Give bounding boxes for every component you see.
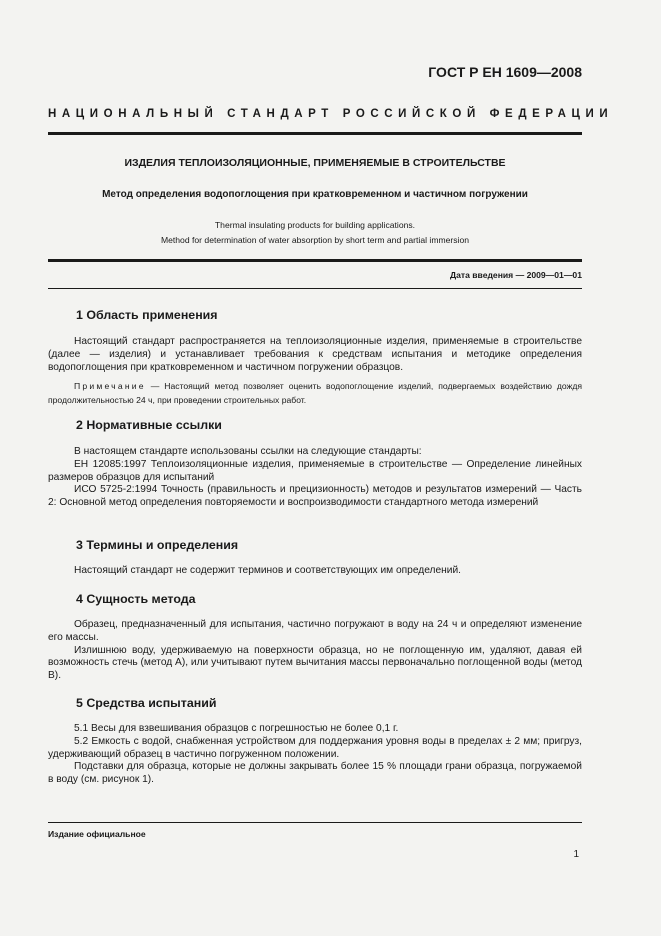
section-2-heading: 2 Нормативные ссылки <box>76 418 222 432</box>
section-2-paragraph-1: В настоящем стандарте использованы ссылки на следующие стандарты: <box>74 446 422 457</box>
introduction-date: Дата введения — 2009—01—01 <box>449 270 582 280</box>
section-3-heading: 3 Термины и определения <box>76 538 239 552</box>
title-english-line-1: Thermal insulating products for building applications. <box>214 220 416 230</box>
section-5-heading: 5 Средства испытаний <box>76 696 217 710</box>
section-1-note <box>48 379 582 407</box>
section-2-reference-iso: ИСО 5725-2:1994 Точность (правильность и прецизионность) методов и результатов измерений — Часть 2: Основной метод определения повторяемости и воспроизводимости стандартного метода измерений <box>48 484 582 509</box>
title-english-line-2: Method for determination of water absorption by short term and partial immersion <box>160 235 470 245</box>
section-5-supports: Подставки для образца, которые не должны закрывать более 15 % площади грани образца, погружаемой в воду (см. рисунок 1). <box>48 761 582 786</box>
title-russian: ИЗДЕЛИЯ ТЕПЛОИЗОЛЯЦИОННЫЕ, ПРИМЕНЯЕМЫЕ В СТРОИТЕЛЬСТВЕ <box>124 157 506 169</box>
section-2-reference-en: ЕН 12085:1997 Теплоизоляционные изделия, применяемые в строительстве — Определение линейных размеров образцов для испытаний <box>48 458 582 483</box>
section-3-body <box>48 565 582 578</box>
section-5-item-5-1: 5.1 Весы для взвешивания образцов с погрешностью не более 0,1 г. <box>74 723 399 734</box>
section-4-paragraph-1: Образец, предназначенный для испытания, частично погружают в воду на 24 ч и определяют изменение его массы. <box>48 619 582 643</box>
section-1-heading: 1 Область применения <box>76 308 218 322</box>
section-3-paragraph: Настоящий стандарт не содержит терминов и соответствующих им определений. <box>74 565 461 576</box>
national-standard-banner: НАЦИОНАЛЬНЫЙ СТАНДАРТ РОССИЙСКОЙ ФЕДЕРАЦИИ <box>48 108 614 120</box>
page-number: 1 <box>573 849 579 860</box>
section-5-item-5-2: 5.2 Емкость с водой, снабженная устройством для поддержания уровня воды в пределах ± 2 мм; пригруз, удерживающий образец в частично погруженном положении. <box>48 735 582 760</box>
note-text: — Настоящий метод позволяет оценить водопоглощение изделий, подвергаемых воздействию дождя продолжительностью 24 ч, при проведении строительных работ. <box>48 381 582 405</box>
section-5-body <box>48 723 582 787</box>
section-4-paragraph-2: Излишнюю воду, удерживаемую на поверхности образца, но не поглощенную им, удаляют, давая ей возможность стечь (метод А), или учитывают путем вычитания массы первоначально поглощенной воды (метод В). <box>48 644 582 682</box>
document-code: ГОСТ Р ЕН 1609—2008 <box>428 64 582 80</box>
official-edition-label: Издание официальное <box>48 829 146 839</box>
section-4-heading: 4 Сущность метода <box>76 592 196 606</box>
title-english <box>48 218 582 248</box>
subtitle-russian: Метод определения водопоглощения при кратковременном и частичном погружении <box>102 189 528 200</box>
title-divider <box>48 259 582 262</box>
section-1-body <box>48 336 582 374</box>
date-divider <box>48 288 582 289</box>
footer-divider <box>48 822 582 823</box>
note-label: Примечание <box>74 381 146 391</box>
section-2-body <box>48 446 582 510</box>
section-4-body <box>48 619 582 683</box>
top-divider <box>48 132 582 135</box>
section-1-paragraph: Настоящий стандарт распространяется на теплоизоляционные изделия, применяемые в строительстве (далее — изделия) и устанавливает требования к средствам испытания и методике определения водопоглощения при кратковременном и частичном погружении образцов. <box>48 336 582 373</box>
